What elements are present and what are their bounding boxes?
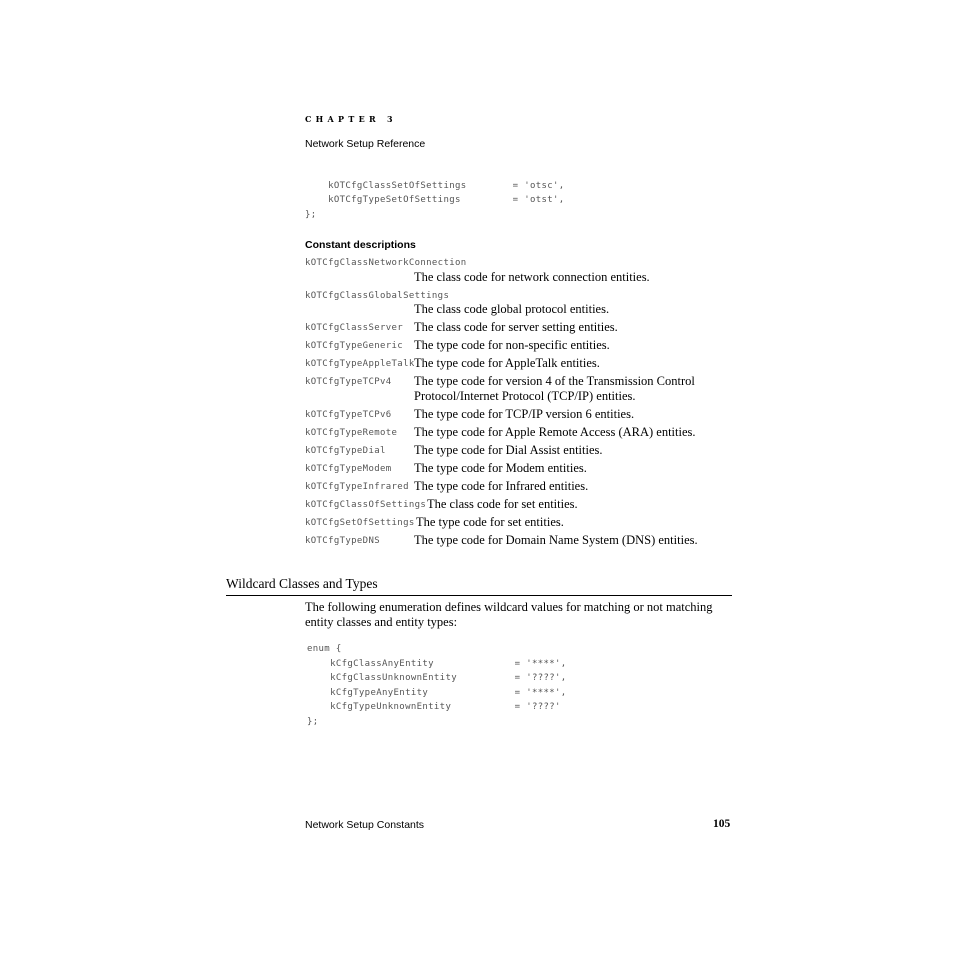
constant-description: The type code for Domain Name System (DNS) entities. [414, 533, 698, 547]
constant-name: kOTCfgTypeGeneric [305, 341, 404, 351]
constants-heading: Constant descriptions [305, 239, 416, 251]
constant-description: The type code for Apple Remote Access (ARA) entities. [414, 425, 696, 439]
constant-name: kOTCfgTypeInfrared [305, 482, 409, 492]
constant-description: The type code for AppleTalk entities. [414, 356, 600, 370]
code-line: kOTCfgClassSetOfSettings = 'otsc', [305, 181, 565, 191]
code-line: kCfgClassAnyEntity = '****', [307, 659, 567, 669]
code-line: kCfgTypeUnknownEntity = '????' [307, 702, 561, 712]
constant-name: kOTCfgTypeDial [305, 446, 386, 456]
section-title: Wildcard Classes and Types [226, 576, 378, 591]
constant-name: kOTCfgClassOfSettings [305, 500, 427, 510]
section-rule [226, 595, 732, 596]
constant-name: kOTCfgTypeAppleTalk [305, 359, 415, 369]
constant-description: The type code for Dial Assist entities. [414, 443, 603, 457]
page-number: 105 [713, 818, 731, 830]
constant-name: kOTCfgTypeModem [305, 464, 392, 474]
constant-name: kOTCfgTypeRemote [305, 428, 398, 438]
constant-description: The class code for set entities. [427, 497, 578, 511]
constant-description: The type code for Infrared entities. [414, 479, 589, 493]
constant-description: The type code for version 4 of the Transmission Control [414, 374, 695, 388]
code-line: }; [305, 210, 317, 220]
constant-description: The type code for non-specific entities. [414, 338, 610, 352]
code-line: kCfgClassUnknownEntity = '????', [307, 673, 567, 683]
constant-description-continued: Protocol/Internet Protocol (TCP/IP) entities. [414, 389, 636, 403]
constant-name: kOTCfgTypeTCPv6 [305, 410, 392, 420]
footer-section-name: Network Setup Constants [305, 819, 425, 831]
constant-description: The type code for Modem entities. [414, 461, 587, 475]
code-line: }; [307, 717, 319, 727]
constant-name: kOTCfgSetOfSettings [305, 518, 415, 528]
constant-name: kOTCfgTypeTCPv4 [305, 377, 392, 387]
constant-name: kOTCfgClassServer [305, 323, 404, 333]
constant-description: The class code for network connection entities. [414, 270, 650, 284]
constant-description: The class code for server setting entities. [414, 320, 618, 334]
constant-name: kOTCfgTypeDNS [305, 536, 380, 546]
constant-name: kOTCfgClassNetworkConnection [305, 258, 467, 268]
chapter-label: CHAPTER 3 [305, 114, 397, 124]
code-line: kOTCfgTypeSetOfSettings = 'otst', [305, 195, 565, 205]
constant-description: The type code for set entities. [416, 515, 564, 529]
running-header: Network Setup Reference [305, 138, 426, 150]
section-paragraph: The following enumeration defines wildcard values for matching or not matching entity classes and entity types: [305, 600, 713, 629]
constant-description: The type code for TCP/IP version 6 entities. [414, 407, 635, 421]
code-line: enum { [307, 644, 342, 654]
constant-description: The class code global protocol entities. [414, 302, 610, 316]
constant-name: kOTCfgClassGlobalSettings [305, 291, 450, 301]
code-line: kCfgTypeAnyEntity = '****', [307, 688, 567, 698]
